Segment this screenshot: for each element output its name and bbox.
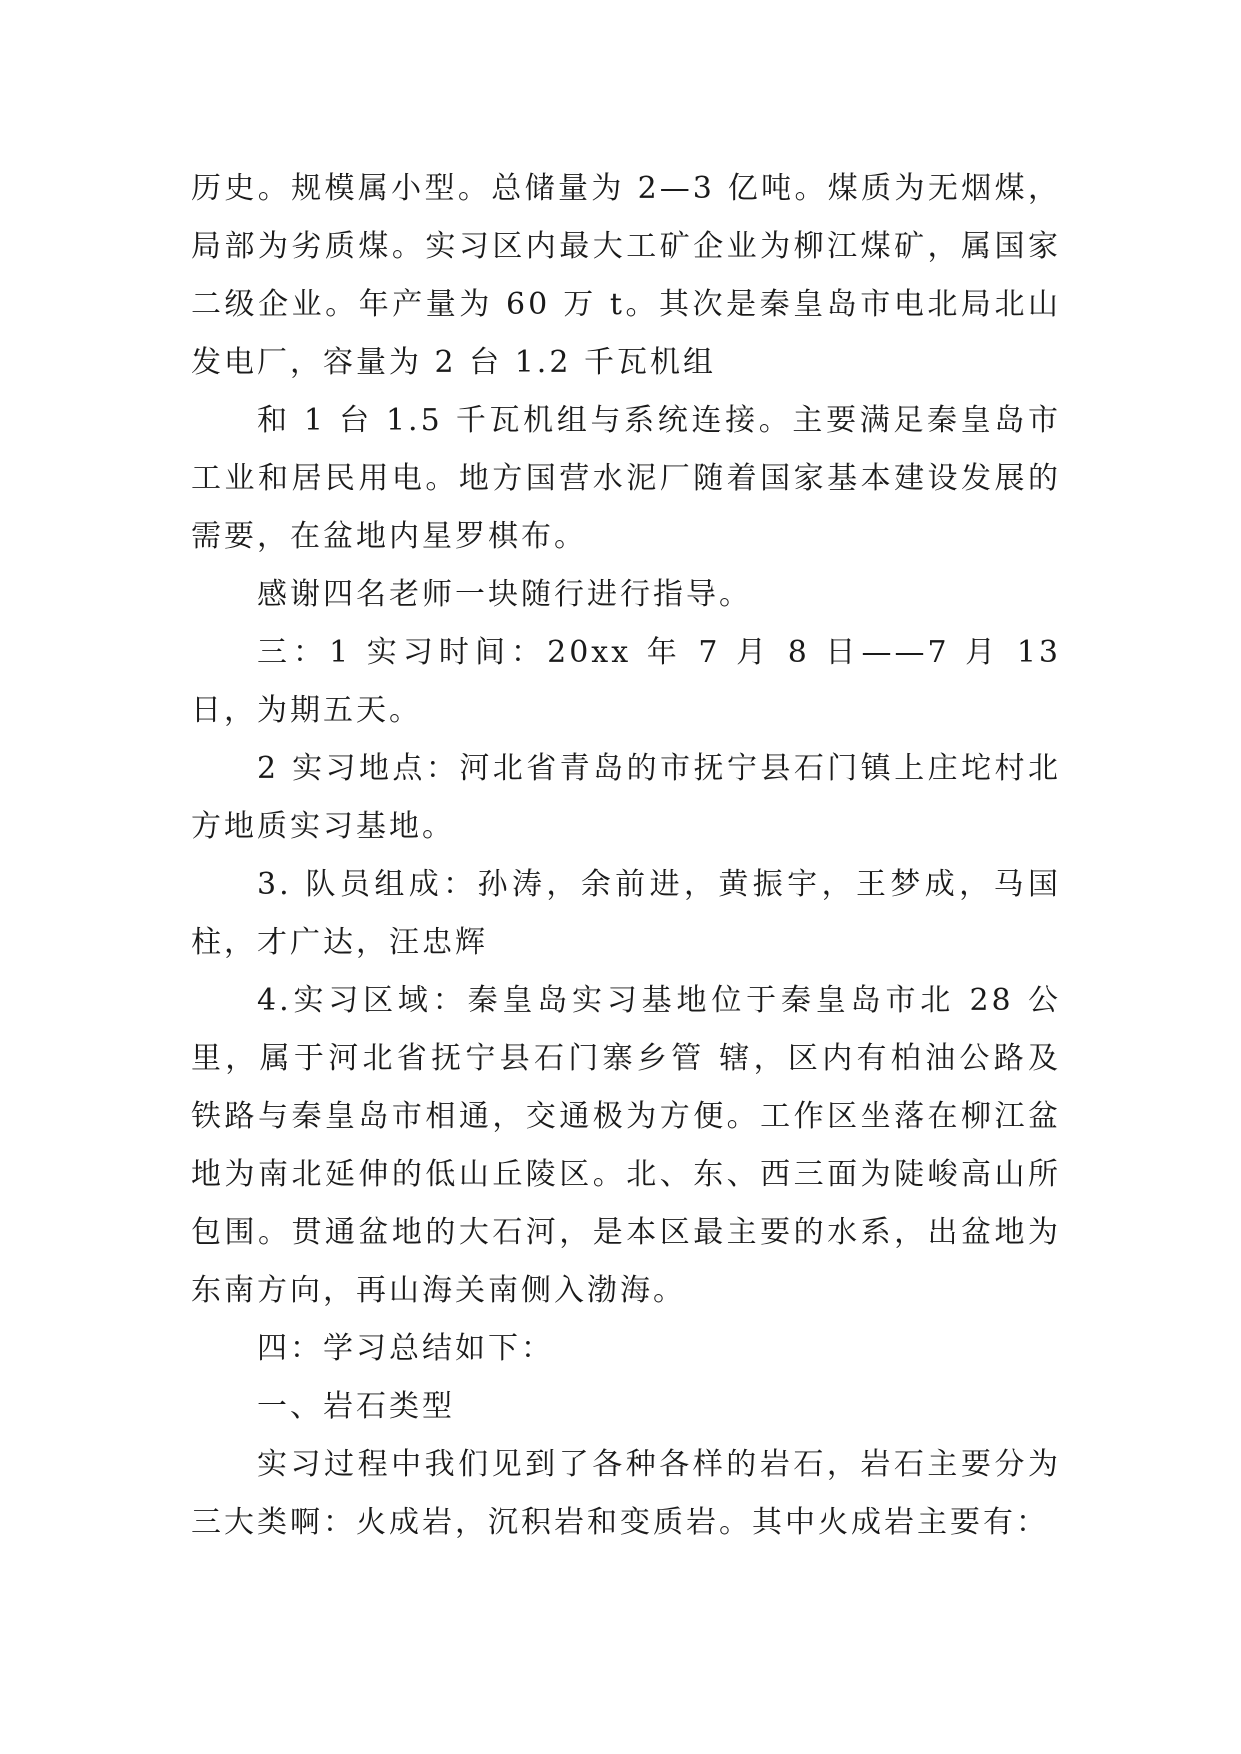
paragraph: 实习过程中我们见到了各种各样的岩石，岩石主要分为三大类啊：火成岩，沉积岩和变质岩。其中火成岩主要有： [191, 1447, 1061, 1540]
paragraph: 历史。规模属小型。总储量为 2—3 亿吨。煤质为无烟煤，局部为劣质煤。实习区内最大工矿企业为柳江煤矿，属国家二级企业。年产量为 60 万 t。其次是秦皇岛市电北局北山发电厂，容量为 2 台 1.2 千瓦机组 [191, 171, 1061, 380]
paragraph: 三：1 实习时间：20xx 年 7 月 8 日——7 月 13 日，为期五天。 [191, 635, 1061, 728]
section-heading: 四：学习总结如下： [257, 1331, 554, 1366]
document-body [191, 160, 1061, 1552]
paragraph: 4.实习区域：秦皇岛实习基地位于秦皇岛市北 28 公里，属于河北省抚宁县石门寨乡管 辖，区内有柏油公路及铁路与秦皇岛市相通，交通极为方便。工作区坐落在柳江盆地为南北延伸的低山丘陵区。北、东、西三面为陡峻高山所包围。贯通盆地的大石河，是本区最主要的水系，出盆地为东南方向，再山海关南侧入渤海。 [191, 983, 1061, 1308]
section-heading: 一、岩石类型 [257, 1389, 455, 1424]
paragraph: 感谢四名老师一块随行进行指导。 [257, 577, 752, 612]
paragraph: 和 1 台 1.5 千瓦机组与系统连接。主要满足秦皇岛市工业和居民用电。地方国营水泥厂随着国家基本建设发展的需要，在盆地内星罗棋布。 [191, 403, 1061, 554]
paragraph: 2 实习地点：河北省青岛的市抚宁县石门镇上庄坨村北方地质实习基地。 [191, 751, 1061, 844]
paragraph: 3. 队员组成：孙涛，余前进，黄振宇，王梦成，马国柱，才广达，汪忠辉 [191, 867, 1061, 960]
